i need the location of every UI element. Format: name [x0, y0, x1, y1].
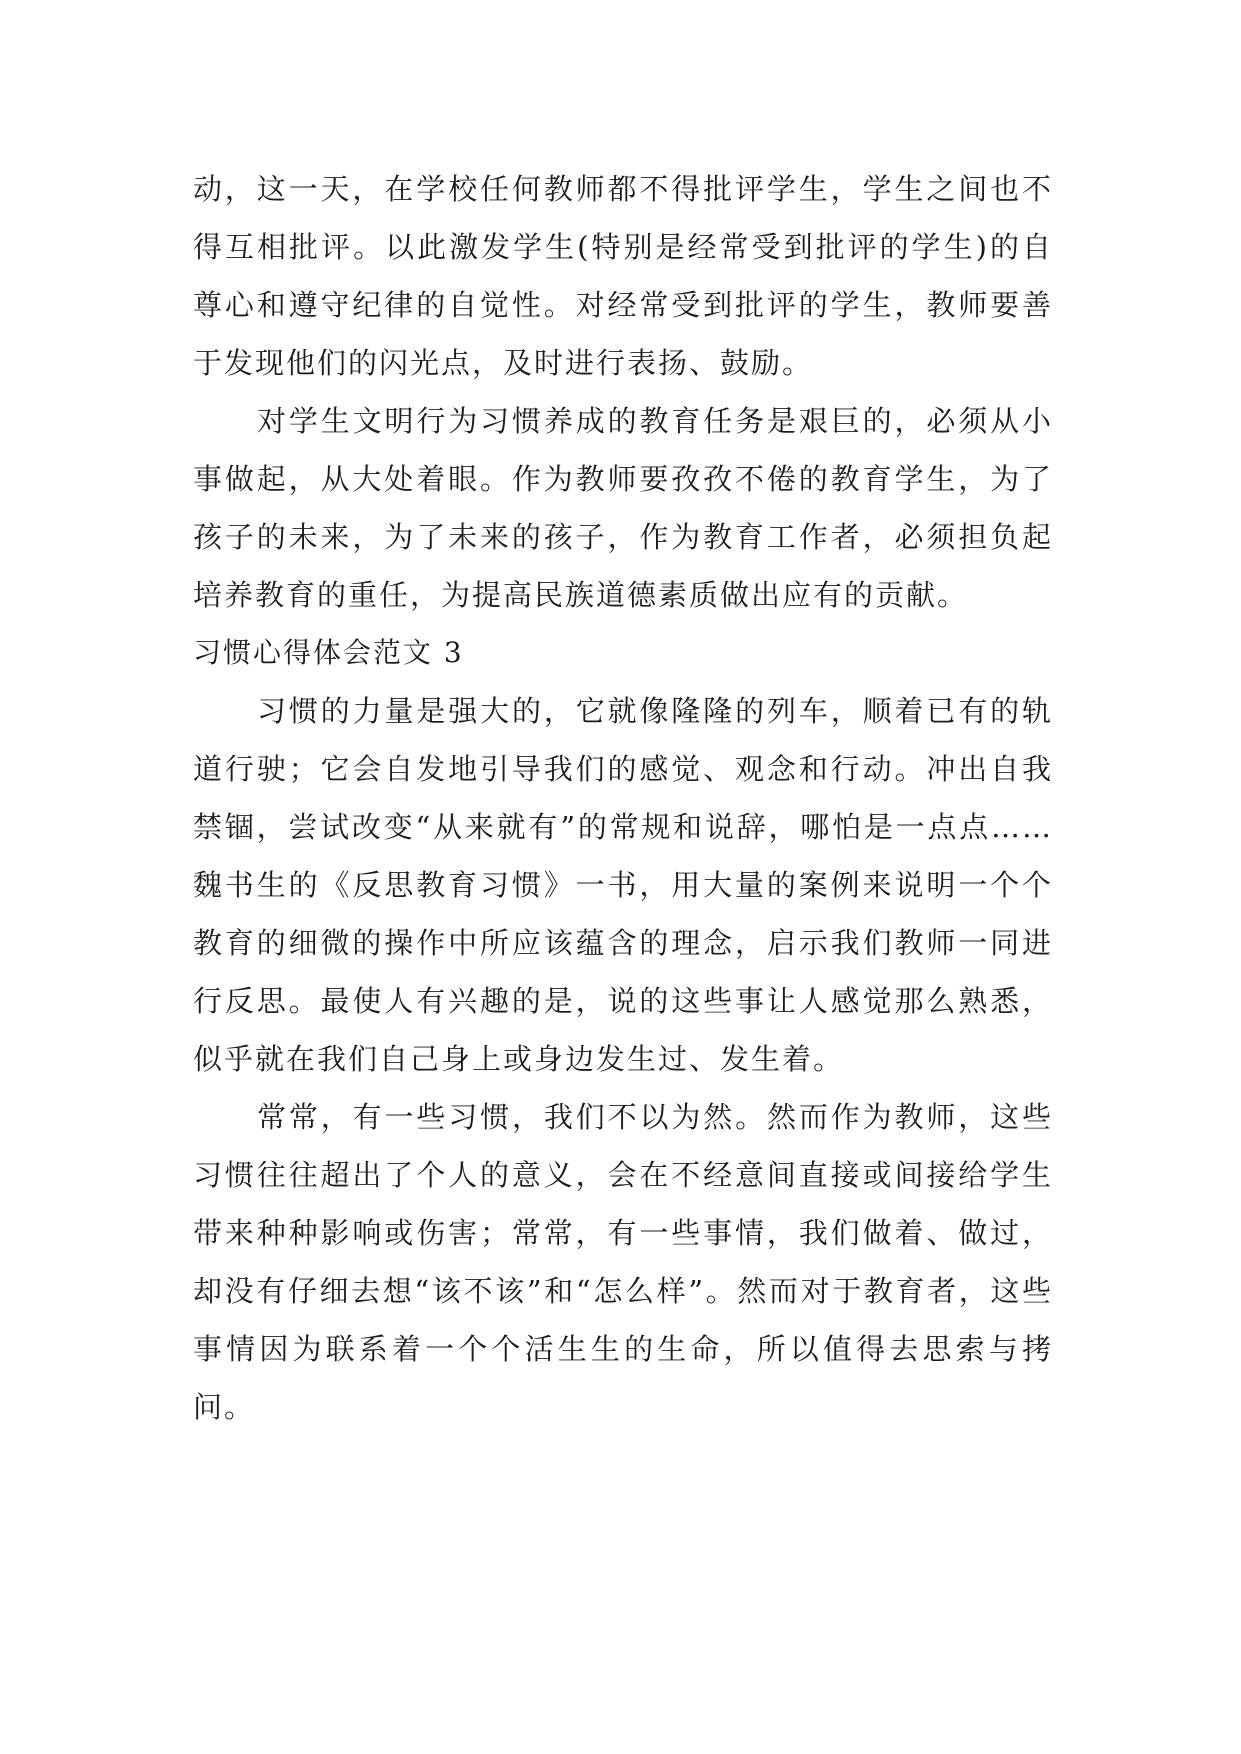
paragraph-2: 对学生文明行为习惯养成的教育任务是艰巨的，必须从小事做起，从大处着眼。作为教师要孜孜不倦的教育学生，为了孩子的未来，为了未来的孩子，作为教育工作者，必须担负起培养教育的重任，为提高民族道德素质做出应有的贡献。 [193, 404, 1053, 612]
section-heading: 习惯心得体会范文 3 [193, 636, 464, 669]
paragraph-4: 常常，有一些习惯，我们不以为然。然而作为教师，这些习惯往往超出了个人的意义，会在不经意间直接或间接给学生带来种种影响或伤害；常常，有一些事情，我们做着、做过，却没有仔细去想“该不该”和“怎么样”。然而对于教育者，这些事情因为联系着一个个活生生的生命，所以值得去思索与拷问。 [193, 1100, 1053, 1424]
paragraph-3: 习惯的力量是强大的，它就像隆隆的列车，顺着已有的轨道行驶；它会自发地引导我们的感觉、观念和行动。冲出自我禁锢，尝试改变“从来就有”的常规和说辞，哪怕是一点点……魏书生的《反思教育习惯》一书，用大量的案例来说明一个个教育的细微的操作中所应该蕴含的理念，启示我们教师一同进行反思。最使人有兴趣的是，说的这些事让人感觉那么熟悉，似乎就在我们自己身上或身边发生过、发生着。 [193, 694, 1053, 1076]
document-body [193, 160, 1053, 1436]
paragraph-1: 动，这一天，在学校任何教师都不得批评学生，学生之间也不得互相批评。以此激发学生(特别是经常受到批评的学生)的自尊心和遵守纪律的自觉性。对经常受到批评的学生，教师要善于发现他们的闪光点，及时进行表扬、鼓励。 [193, 172, 1053, 380]
